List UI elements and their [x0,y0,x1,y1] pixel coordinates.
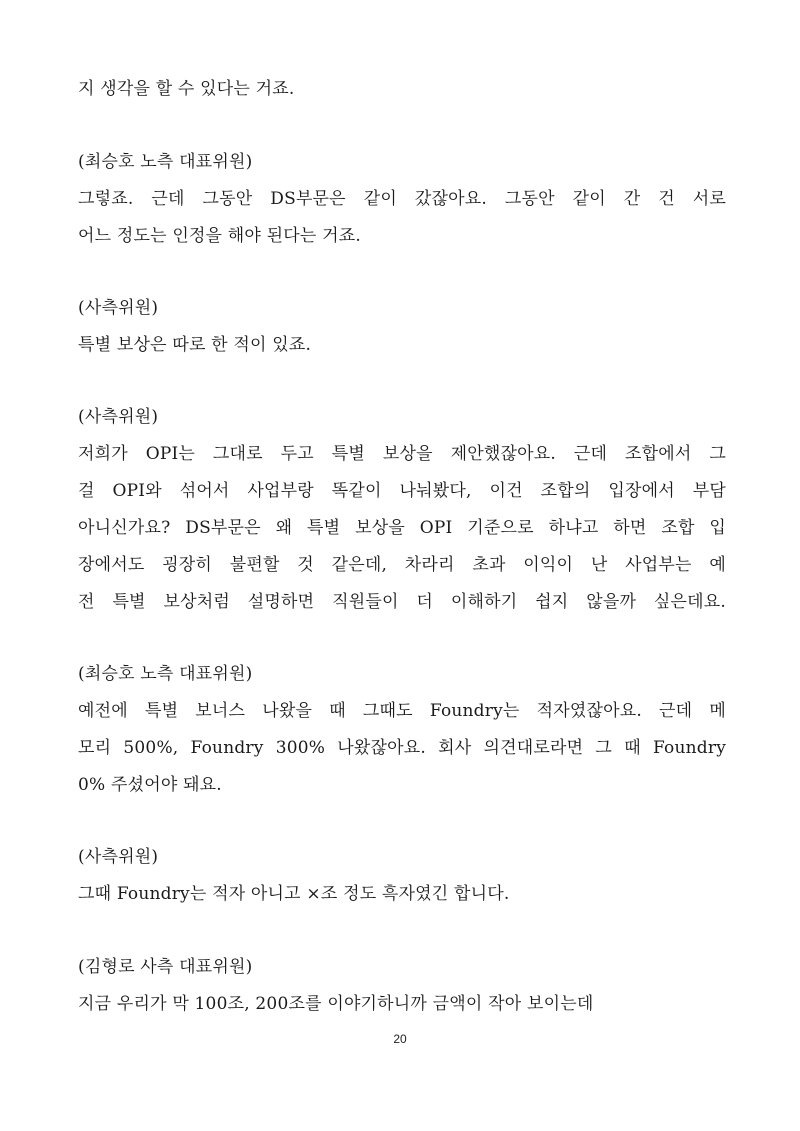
speaker-label: (사측위원) [78,407,159,427]
speaker-label: (사측위원) [78,847,159,867]
body-line: 저희가 OPI는 그대로 두고 특별 보상을 제안했잖아요. 근데 조합에서 그 [78,444,726,464]
body-line: 0% 주셨어야 돼요. [78,775,222,795]
speaker-label: (최승호 노측 대표위원) [78,664,253,684]
speaker-label: (사측위원) [78,298,159,318]
body-line: 장에서도 굉장히 불편할 것 같은데, 차라리 초과 이익이 난 사업부는 예 [78,555,726,575]
body-line: 특별 보상은 따로 한 적이 있죠. [78,335,312,355]
body-line: 그때 Foundry는 적자 아니고 ×조 정도 흑자였긴 합니다. [78,884,510,904]
page-number: 20 [393,1032,407,1046]
speaker-label: (김형로 사측 대표위원) [78,957,253,977]
speaker-label: (최승호 노측 대표위원) [78,152,253,172]
body-line: 모리 500%, Foundry 300% 나왔잖아요. 회사 의견대로라면 그 때 Foundry [78,738,726,758]
body-line: 걸 OPI와 섞어서 사업부랑 똑같이 나눠봤다, 이건 조합의 입장에서 부담 [78,481,726,501]
body-line: 그렇죠. 근데 그동안 DS부문은 같이 갔잖아요. 그동안 같이 간 건 서로 [78,189,726,209]
body-line: 지금 우리가 막 100조, 200조를 이야기하니까 금액이 작아 보이는데 [78,994,594,1014]
body-line: 전 특별 보상처럼 설명하면 직원들이 더 이해하기 쉽지 않을까 싶은데요. [78,592,726,612]
body-line: 어느 정도는 인정을 해야 된다는 거죠. [78,226,361,246]
body-line: 지 생각을 할 수 있다는 거죠. [78,79,295,99]
body-line: 아니신가요? DS부문은 왜 특별 보상을 OPI 기준으로 하냐고 하면 조합 입 [78,518,726,538]
body-line: 예전에 특별 보너스 나왔을 때 그때도 Foundry는 적자였잖아요. 근데 메 [78,701,726,721]
